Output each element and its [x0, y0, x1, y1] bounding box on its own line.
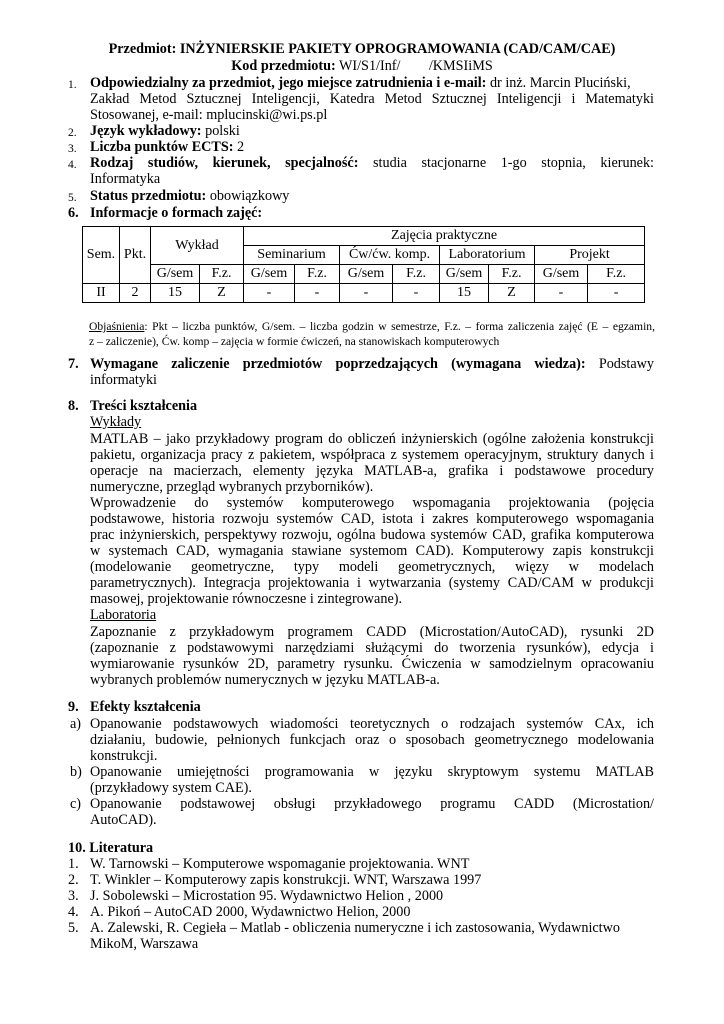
labs-line: (zapoznanie z podstawowymi narzędziami służącymi do tworzenia rysunków), edycja i — [90, 640, 654, 656]
header-laboratorium: Laboratorium — [440, 246, 535, 265]
item-number: 9. — [68, 699, 79, 715]
responsible-label: Odpowiedzialny za przedmiot, jego miejsce zatrudnienia i e-mail: — [90, 75, 487, 91]
prerequisites-label: Wymagane zaliczenie przedmiotów poprzedzających (wymagana wiedza): — [90, 356, 586, 372]
item-number: 3. — [68, 143, 77, 155]
literature-item: J. Sobolewski – Microstation 95. Wydawnictwo Helion , 2000 — [90, 888, 444, 904]
table-cell: - — [295, 284, 340, 303]
header-fz: F.z. — [393, 265, 440, 284]
outcome-line: Opanowanie podstawowych wiadomości teoretycznych o rodzajach systemów CAx, ich — [90, 716, 654, 732]
course-code-value: WI/S1/Inf/ /KMSIiMS — [339, 58, 493, 74]
table-cell: - — [393, 284, 440, 303]
outcome-line: Opanowanie podstawowej obsługi przykładowego programu CADD (Microstation/ — [90, 796, 654, 812]
table-row — [83, 284, 645, 303]
header-zajecia-praktyczne: Zajęcia praktyczne — [244, 227, 645, 246]
study-type-line-1 — [90, 155, 654, 171]
literature-item: W. Tarnowski – Komputerowe wspomaganie projektowania. WNT — [90, 856, 470, 872]
prerequisites-line-1 — [90, 356, 654, 372]
content-heading: Treści kształcenia — [90, 398, 198, 414]
header-pkt: Pkt. — [120, 227, 151, 284]
table-cell: - — [535, 284, 588, 303]
literature-item: MikoM, Warszawa — [90, 936, 199, 952]
course-code-label: Kod przedmiotu: — [231, 58, 336, 74]
lectures-line: prac inżynierskich, perspektywy rozwoju, ogólna budowa systemów CAD, grafika komputerowa — [90, 527, 654, 543]
responsible-value: dr inż. Marcin Pluciński, — [489, 75, 631, 91]
language-value: polski — [205, 123, 240, 139]
table-cell: 2 — [120, 284, 151, 303]
item-number: 6. — [68, 205, 79, 221]
item-number: 1. — [68, 79, 77, 91]
prerequisites-line-2: informatyki — [90, 372, 157, 388]
lectures-line: Wprowadzenie do systemów komputerowego wspomagania projektowania (pojęcia — [90, 495, 654, 511]
status-line — [90, 188, 654, 204]
language-label: Język wykładowy: — [90, 123, 202, 139]
ects-label: Liczba punktów ECTS: — [90, 139, 234, 155]
header-gsem: G/sem — [535, 265, 588, 284]
ects-value: 2 — [237, 139, 245, 155]
responsible-line-1 — [90, 75, 654, 91]
note-text-1: : Pkt – liczba punktów, G/sem. – liczba godzin w semestrze, F.z. – forma zaliczenia zajęć (E – egzamin, — [144, 320, 655, 333]
item-number: 7. — [68, 356, 79, 372]
literature-item: A. Pikoń – AutoCAD 2000, Wydawnictwo Helion, 2000 — [90, 904, 411, 920]
lectures-line: operacje na macierzach, elementy języka MATLAB-a, grafika i podstawowe procedury — [90, 463, 654, 479]
course-title: Przedmiot: INŻYNIERSKIE PAKIETY OPROGRAMOWANIA (CAD/CAM/CAE) — [108, 41, 616, 57]
labs-subheading: Laboratoria — [90, 607, 157, 623]
header-seminarium: Seminarium — [244, 246, 340, 265]
header-fz: F.z. — [588, 265, 645, 284]
literature-number: 4. — [68, 904, 79, 920]
literature-number: 2. — [68, 872, 79, 888]
outcome-line: (przykładowy system CAE). — [90, 780, 252, 796]
table-cell: - — [244, 284, 295, 303]
header-gsem: G/sem — [244, 265, 295, 284]
table-cell: 15 — [151, 284, 200, 303]
study-type-line-2: Informatyka — [90, 171, 161, 187]
lectures-line: numeryczne, przegląd wybranych przyborników). — [90, 479, 374, 495]
responsible-line-3: Stosowanej, e-mail: mplucinski@wi.ps.pl — [90, 107, 328, 123]
lectures-line: pakietu, organizacja pracy z pakietem, współpraca z systemem operacyjnym, struktury danych i — [90, 447, 654, 463]
table-note-line-2: z – zaliczenie), Ćw. komp – zajęcia w formie ćwiczeń, na stanowiskach komputerowych — [89, 335, 500, 348]
labs-line: wymiarowanie rysunków 2D, parametry rysunku. Ćwiczenia w samodzielnym opracowaniu — [90, 656, 654, 672]
course-code — [0, 58, 724, 74]
item-number: 5. — [68, 192, 77, 204]
outcome-line: Opanowanie umiejętności programowania w języku skryptowym systemu MATLAB — [90, 764, 654, 780]
header-gsem: G/sem — [440, 265, 489, 284]
item-number: 2. — [68, 127, 77, 139]
literature-heading: 10. Literatura — [68, 840, 154, 856]
header-cwiczenia: Ćw/ćw. komp. — [340, 246, 440, 265]
ects-line — [90, 139, 654, 155]
outcome-line: konstrukcji. — [90, 748, 158, 764]
study-type-value: studia stacjonarne 1-go stopnia, kierunek: — [373, 155, 654, 171]
literature-number: 5. — [68, 920, 79, 936]
lectures-subheading: Wykłady — [90, 414, 142, 430]
literature-item: A. Zalewski, R. Cegieła – Matlab - obliczenia numeryczne i ich zastosowania, Wydawnictwo — [90, 920, 620, 936]
note-label: Objaśnienia — [89, 320, 145, 333]
labs-line: wybranych problemów numerycznych w języku MATLAB-a. — [90, 672, 440, 688]
header-fz: F.z. — [295, 265, 340, 284]
outcome-line: działaniu, budowie, pełnionych funkcjach oraz o sposobach geometrycznego modelowania — [90, 732, 654, 748]
header-projekt: Projekt — [535, 246, 645, 265]
lectures-line: (modelowanie geometryczne, typy modeli geometrycznych, więzy w modelach — [90, 559, 654, 575]
language-line — [90, 123, 654, 139]
outcomes-heading: Efekty kształcenia — [90, 699, 201, 715]
lectures-line: MATLAB – jako przykładowy program do obliczeń inżynierskich (ogólne założenia konstrukcji — [90, 431, 654, 447]
table-note-line-1 — [89, 319, 655, 334]
table-cell: Z — [200, 284, 244, 303]
literature-number: 3. — [68, 888, 79, 904]
literature-number: 1. — [68, 856, 79, 872]
header-fz: F.z. — [200, 265, 244, 284]
table-cell: II — [83, 284, 120, 303]
study-type-label: Rodzaj studiów, kierunek, specjalność: — [90, 155, 359, 171]
prerequisites-value: Podstawy — [598, 356, 655, 372]
responsible-line-2: Zakład Metod Sztucznej Inteligencji, Katedra Metod Sztucznej Inteligencji i Matematyki — [90, 91, 654, 107]
status-value: obowiązkowy — [209, 188, 290, 204]
lectures-line: parametrycznych). Integracja projektowania i wytwarzania (systemy CAD/CAM w produkcji — [90, 575, 654, 591]
item-number: 4. — [68, 159, 77, 171]
table-cell: - — [588, 284, 645, 303]
lectures-line: w systemach CAD, wymagania stawiane systemom CAD). Komputerowy zapis konstrukcji — [90, 543, 654, 559]
header-wyklad: Wykład — [151, 227, 244, 265]
header-gsem: G/sem — [340, 265, 393, 284]
literature-item: T. Winkler – Komputerowy zapis konstrukcji. WNT, Warszawa 1997 — [90, 872, 482, 888]
lectures-line: masowej, projektowanie równoczesne i zintegrowane). — [90, 591, 403, 607]
header-fz: F.z. — [489, 265, 535, 284]
header-gsem: G/sem — [151, 265, 200, 284]
outcome-marker: c) — [70, 796, 82, 812]
outcome-marker: b) — [70, 764, 82, 780]
table-cell: - — [340, 284, 393, 303]
class-forms-table — [82, 226, 645, 303]
item-number: 8. — [68, 398, 79, 414]
labs-line: Zapoznanie z przykładowym programem CADD (Microstation/AutoCAD), rysunki 2D — [90, 624, 654, 640]
outcome-line: AutoCAD). — [90, 812, 157, 828]
table-cell: Z — [489, 284, 535, 303]
lectures-line: podstawowe, historia rozwoju systemów CAD, istota i zakres komputerowego wspomagania — [90, 511, 654, 527]
header-sem: Sem. — [83, 227, 120, 284]
table-cell: 15 — [440, 284, 489, 303]
outcome-marker: a) — [70, 716, 82, 732]
status-label: Status przedmiotu: — [90, 188, 207, 204]
forms-heading: Informacje o formach zajęć: — [90, 205, 263, 221]
